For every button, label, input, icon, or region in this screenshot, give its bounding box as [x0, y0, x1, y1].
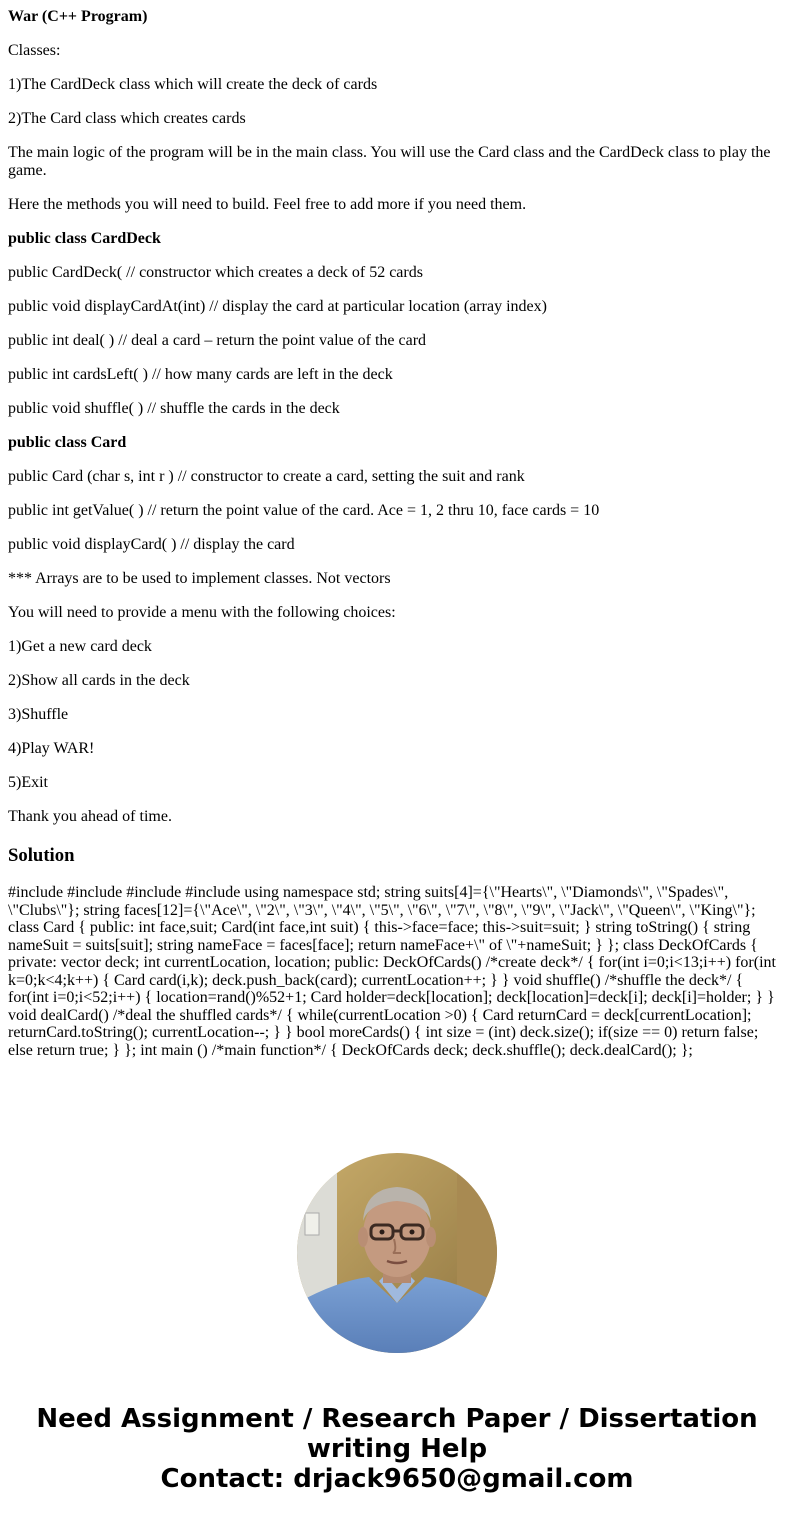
class-item: 2)The Card class which creates cards — [8, 110, 246, 127]
method-line: public CardDeck( // constructor which creates a deck of 52 cards — [8, 264, 423, 281]
card-class-heading: public class Card — [8, 434, 127, 451]
method-line: public void displayCardAt(int) // display the card at particular location (array index) — [8, 298, 547, 315]
footer-contact-banner — [0, 1404, 794, 1494]
menu-item: 2)Show all cards in the deck — [8, 672, 190, 689]
menu-intro: You will need to provide a menu with the following choices: — [8, 604, 396, 621]
solution-heading: Solution — [8, 845, 75, 866]
method-line: public Card (char s, int r ) // constructor to create a card, setting the suit and rank — [8, 468, 525, 485]
classes-label: Classes: — [8, 42, 61, 59]
assignment-document — [8, 8, 778, 1059]
class-item: 1)The CardDeck class which will create the deck of cards — [8, 76, 378, 93]
solution-code-text: #include #include #include #include using namespace std; string suits[4]={\"Hearts\", \"Diamonds\", \"Spades\", \"Clubs\"}; string faces[12]={\"Ace\", \"2\", \"3\", \"4\", \"5\", \"6\", \"7\", \"8\", \"9\", \"Jack\", \"Queen\", \"King\"}; class Card { public: int face,suit; Card(int face,int suit) { this->face=face; this->suit=suit; } string toString() { string nameSuit = suits[suit]; string nameFace = faces[face]; return nameFace+\" of \"+nameSuit; } }; class DeckOfCards { private: vector deck; int currentLocation, location; public: DeckOfCards() /*create deck*/ { for(int i=0;i<13;i++) for(int k=0;k<4;k++) { Card card(i,k); deck.push_back(card); currentLocation++; } } void shuffle() /*shuffle the deck*/ { for(int i=0;i<52;i++) { location=rand()%52+1; Card holder=deck[location]; deck[location]=deck[i]; deck[i]=holder; } } void dealCard() /*deal the shuffled cards*/ { while(currentLocation >0) { Card returnCard = deck[currentLocation]; returnCard.toString(); currentLocation--; } } bool moreCards() { int size = (int) deck.size(); if(size == 0) return false; else return true; } }; int main () /*main function*/ { DeckOfCards deck; deck.shuffle(); deck.dealCard(); }; — [8, 884, 776, 1059]
assignment-title: War (C++ Program) — [8, 8, 148, 25]
arrays-note: *** Arrays are to be used to implement classes. Not vectors — [8, 570, 391, 587]
author-avatar — [297, 1153, 497, 1353]
menu-item: 3)Shuffle — [8, 706, 69, 723]
method-line: public int getValue( ) // return the point value of the card. Ace = 1, 2 thru 10, face cards = 10 — [8, 502, 600, 519]
footer-line: writing Help — [306, 1434, 488, 1464]
main-logic-paragraph: The main logic of the program will be in the main class. You will use the Card class and the CardDeck class to play the game. — [8, 144, 771, 179]
carddeck-class-heading: public class CardDeck — [8, 230, 161, 247]
author-photo — [297, 1153, 497, 1353]
method-line: public void shuffle( ) // shuffle the cards in the deck — [8, 400, 340, 417]
footer-line: Need Assignment / Research Paper / Dissertation — [36, 1404, 758, 1434]
menu-item: 4)Play WAR! — [8, 740, 95, 757]
menu-item: 1)Get a new card deck — [8, 638, 152, 655]
footer-contact-email: Contact: drjack9650@gmail.com — [160, 1464, 634, 1494]
method-line: public void displayCard( ) // display the card — [8, 536, 295, 553]
methods-intro: Here the methods you will need to build. Feel free to add more if you need them. — [8, 196, 527, 213]
thanks-line: Thank you ahead of time. — [8, 808, 172, 825]
menu-item: 5)Exit — [8, 774, 48, 791]
method-line: public int cardsLeft( ) // how many cards are left in the deck — [8, 366, 393, 383]
method-line: public int deal( ) // deal a card – return the point value of the card — [8, 332, 427, 349]
